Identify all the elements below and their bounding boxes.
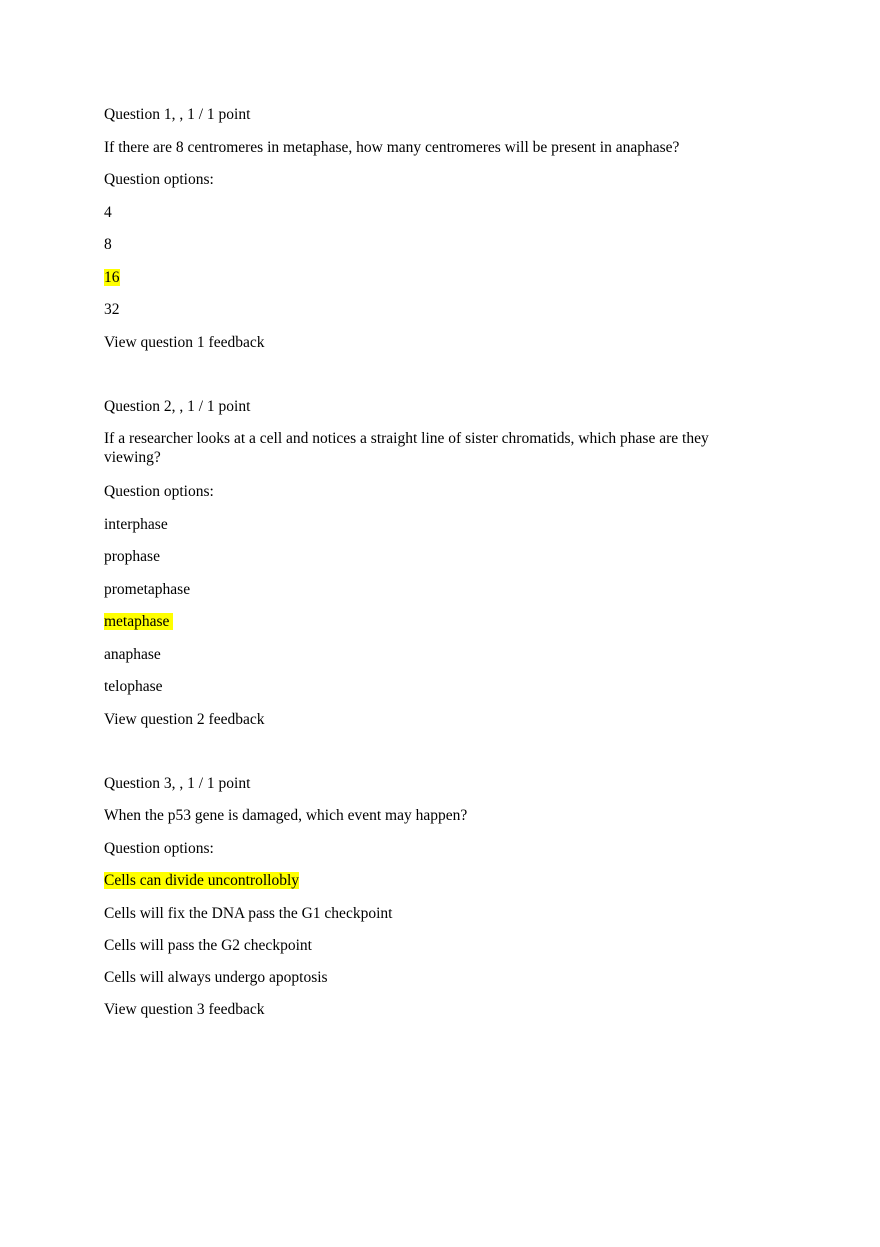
question-1-options-label: Question options: — [104, 171, 214, 188]
question-3-option[interactable]: Cells will always undergo apoptosis — [104, 969, 328, 986]
question-2-header: Question 2, , 1 / 1 point — [104, 398, 251, 415]
question-1-prompt: If there are 8 centromeres in metaphase, how many centromeres will be present in anaphase? — [104, 139, 680, 156]
answer-highlight: Cells can divide uncontrollobly — [104, 872, 300, 889]
answer-highlight: 16 — [104, 269, 120, 286]
question-1-option[interactable]: 8 — [104, 236, 112, 253]
question-2-option[interactable]: prophase — [104, 548, 160, 565]
question-2-option[interactable]: prometaphase — [104, 581, 191, 598]
question-2-options-label: Question options: — [104, 483, 214, 500]
question-3-option[interactable]: Cells will fix the DNA pass the G1 checkpoint — [104, 905, 393, 922]
answer-highlight: metaphase — [104, 613, 173, 630]
question-1-option[interactable]: 32 — [104, 301, 120, 318]
question-1-header: Question 1, , 1 / 1 point — [104, 106, 251, 123]
question-3-header: Question 3, , 1 / 1 point — [104, 775, 251, 792]
question-2-option-selected[interactable] — [104, 612, 173, 631]
question-2-option[interactable]: anaphase — [104, 646, 161, 663]
question-2-prompt: If a researcher looks at a cell and notices a straight line of sister chromatids, which phase are they viewing? — [104, 430, 709, 466]
question-1-feedback-link[interactable]: View question 1 feedback — [104, 334, 265, 351]
question-2-option[interactable]: interphase — [104, 516, 168, 533]
question-3-option[interactable]: Cells will pass the G2 checkpoint — [104, 937, 312, 954]
question-2-feedback-link[interactable]: View question 2 feedback — [104, 711, 265, 728]
question-1-option[interactable]: 4 — [104, 204, 112, 221]
question-2-option[interactable]: telophase — [104, 678, 163, 695]
question-3-option-selected[interactable] — [104, 871, 299, 890]
question-3-prompt: When the p53 gene is damaged, which event may happen? — [104, 807, 468, 824]
question-1-option-selected[interactable] — [104, 268, 120, 287]
question-3-options-label: Question options: — [104, 840, 214, 857]
question-3-feedback-link[interactable]: View question 3 feedback — [104, 1001, 265, 1018]
